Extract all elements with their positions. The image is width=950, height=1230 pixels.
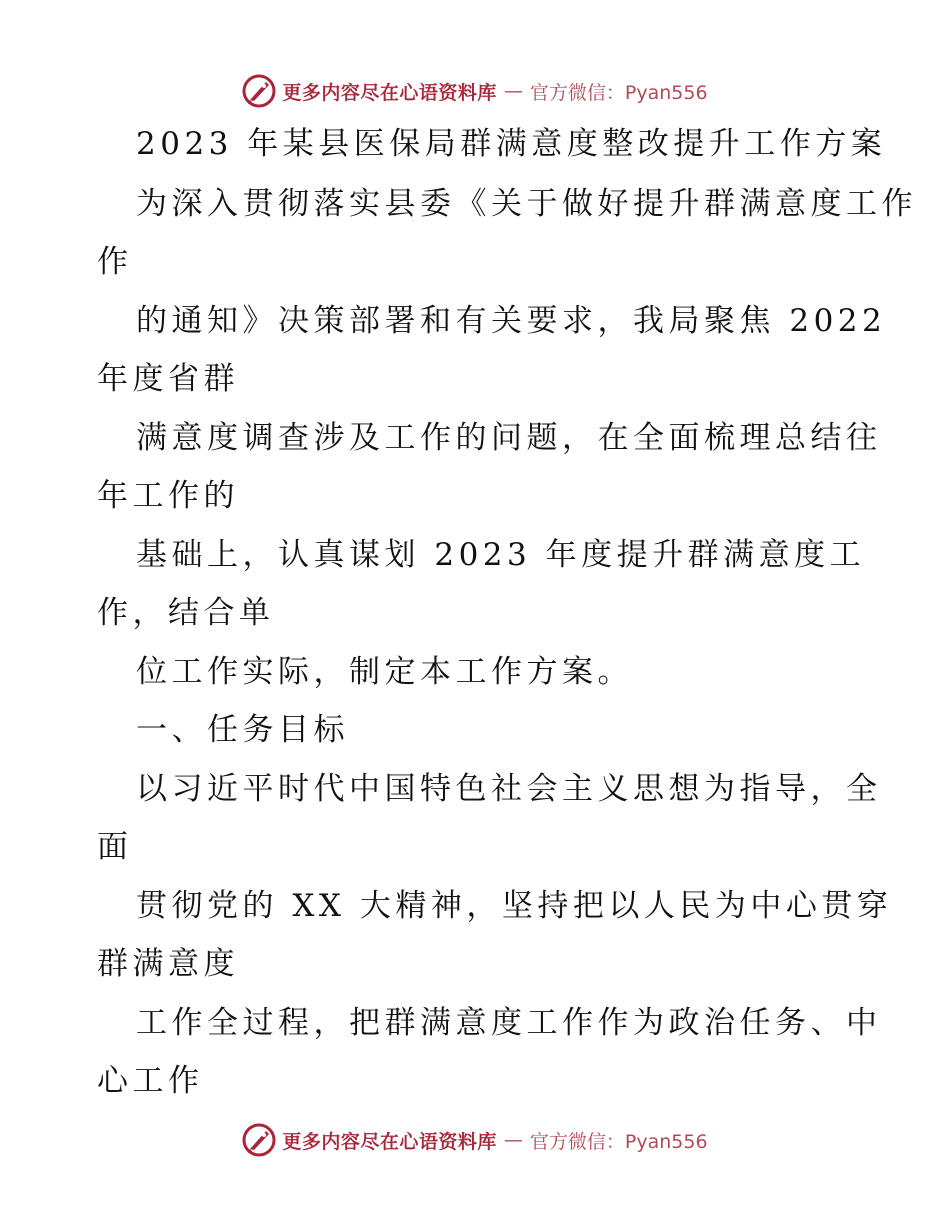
- paragraph-line: 心工作: [97, 1063, 204, 1099]
- paragraph-line: 群满意度: [97, 946, 239, 982]
- paragraph-line: 工作全过程，把群满意度工作作为政治任务、中: [136, 1005, 882, 1041]
- banner-dash: —: [503, 80, 523, 102]
- header-banner: [0, 71, 950, 111]
- paragraph-line: 面: [97, 829, 133, 865]
- paragraph-line: 为深入贯彻落实县委《关于做好提升群满意度工作: [136, 186, 917, 222]
- paragraph-line: 作: [97, 244, 133, 280]
- paragraph-line: 位工作实际，制定本工作方案。: [136, 654, 633, 690]
- banner-site-name: 更多内容尽在心语资料库: [282, 1130, 497, 1153]
- paragraph-line: 作，结合单: [97, 595, 275, 631]
- footer-banner: [0, 1120, 950, 1160]
- paragraph-line: 以习近平时代中国特色社会主义思想为指导，全: [136, 771, 882, 807]
- section-heading: 一、任务目标: [136, 712, 349, 748]
- paragraph-line: 的通知》决策部署和有关要求，我局聚焦 2022: [136, 303, 887, 339]
- paragraph-line: 贯彻党的 XX 大精神，坚持把以人民为中心贯穿: [136, 888, 893, 924]
- quill-pen-logo-icon: [242, 74, 276, 108]
- document-title: 2023 年某县医保局群满意度整改提升工作方案: [136, 126, 887, 162]
- paragraph-line: 基础上，认真谋划 2023 年度提升群满意度工: [136, 537, 866, 573]
- banner-site-name: 更多内容尽在心语资料库: [282, 81, 497, 104]
- paragraph-line: 年度省群: [97, 361, 239, 397]
- banner-wechat: 官方微信：Pyan556: [529, 1130, 708, 1153]
- banner-dash: —: [503, 1129, 523, 1151]
- quill-pen-logo-icon: [242, 1123, 276, 1157]
- paragraph-line: 满意度调查涉及工作的问题，在全面梳理总结往: [136, 420, 882, 456]
- banner-wechat: 官方微信：Pyan556: [529, 81, 708, 104]
- paragraph-line: 年工作的: [97, 478, 239, 514]
